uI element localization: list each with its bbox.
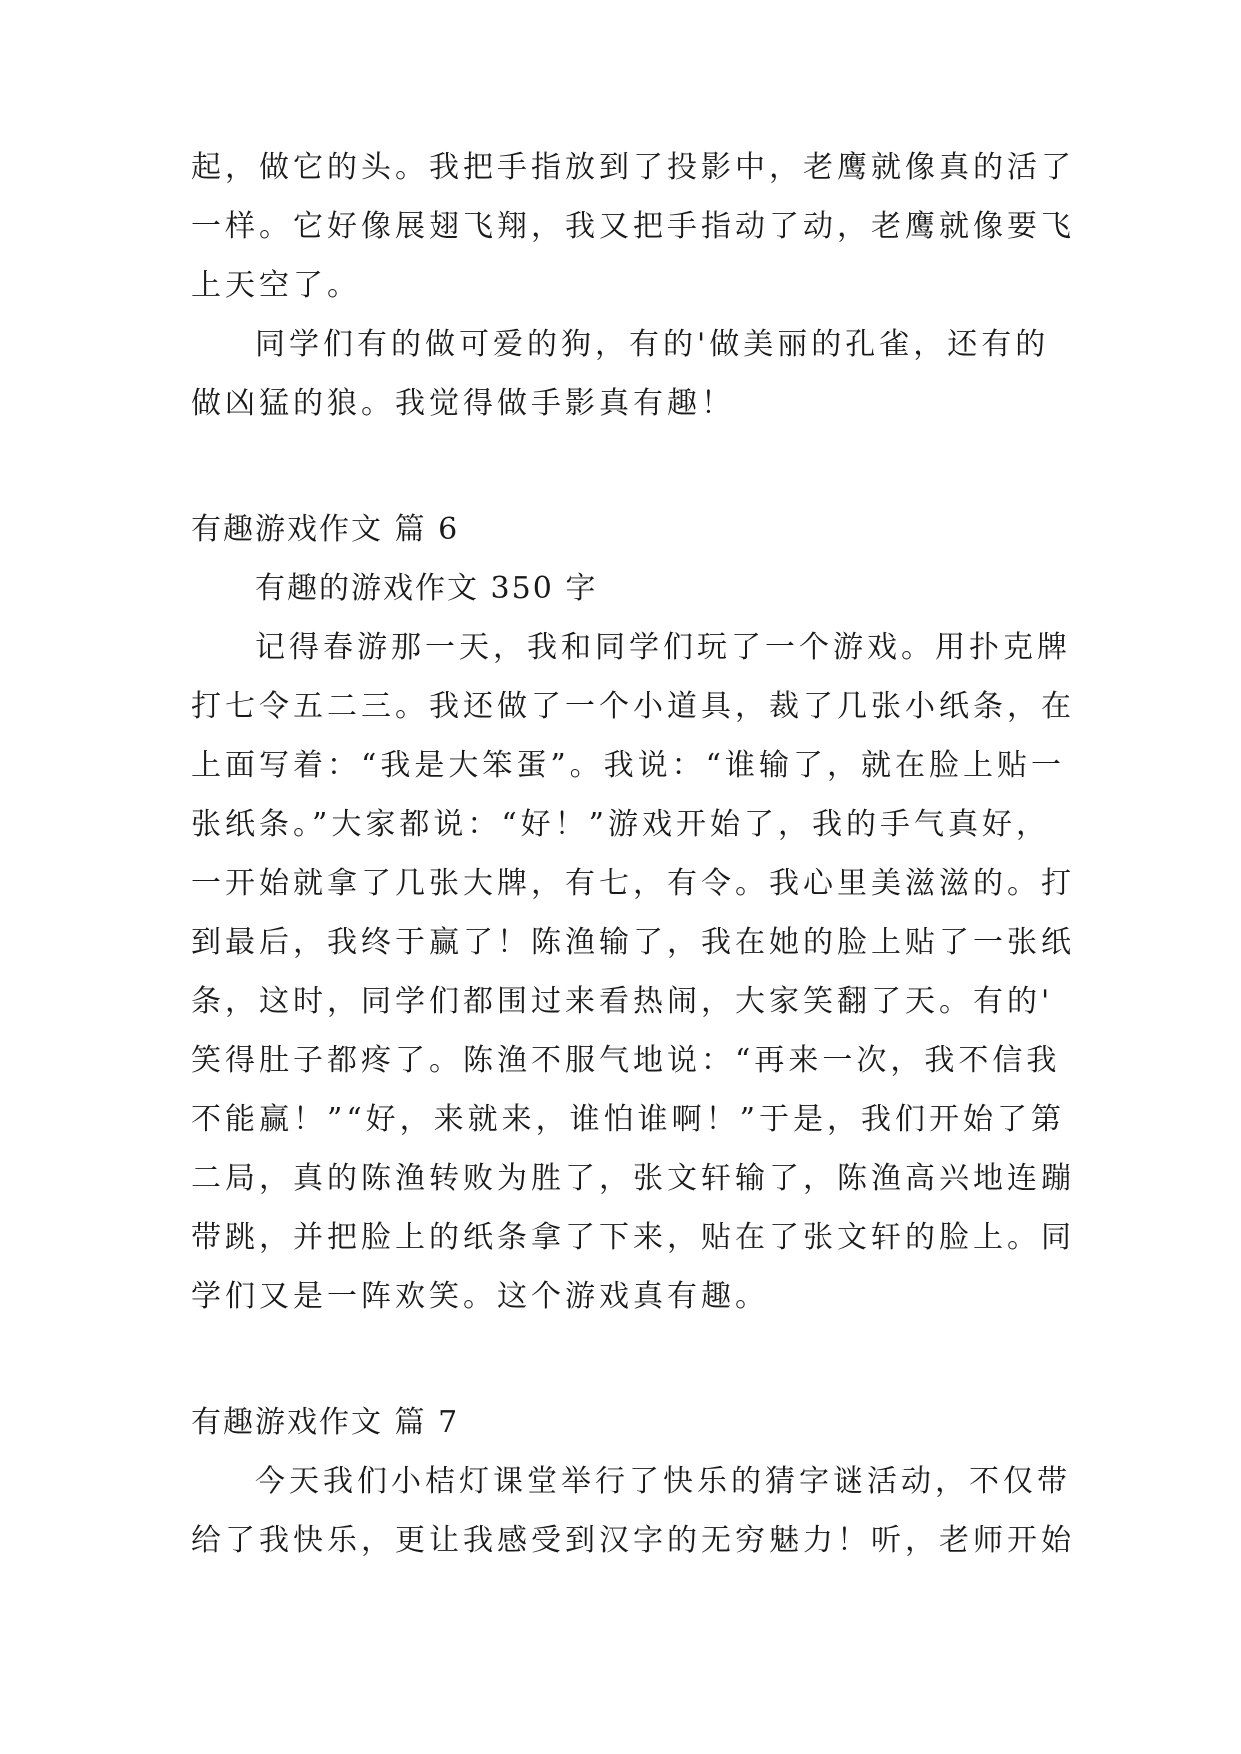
paragraph-line: 给了我快乐，更让我感受到汉字的无穷魅力！听，老师开始	[191, 1523, 1075, 1558]
section-heading: 有趣游戏作文 篇 7	[191, 1405, 460, 1440]
paragraph-line: 打七令五二三。我还做了一个小道具，裁了几张小纸条，在	[191, 689, 1075, 724]
paragraph-line: 一开始就拿了几张大牌，有七，有令。我心里美滋滋的。打	[191, 866, 1075, 901]
paragraph-line: 张纸条。”大家都说：“好！”游戏开始了，我的手气真好，	[191, 807, 1051, 842]
paragraph-line: 起，做它的头。我把手指放到了投影中，老鹰就像真的活了	[191, 150, 1075, 185]
paragraph-line: 到最后，我终于赢了！陈渔输了，我在她的脸上贴了一张纸	[191, 925, 1075, 960]
section-heading: 有趣游戏作文 篇 6	[191, 512, 460, 547]
paragraph-line: 带跳，并把脸上的纸条拿了下来，贴在了张文轩的脸上。同	[191, 1220, 1075, 1255]
article-title: 有趣的游戏作文 350 字	[255, 571, 598, 606]
paragraph-line: 条，这时，同学们都围过来看热闹，大家笑翻了天。有的'	[191, 984, 1054, 1019]
paragraph-line: 学们又是一阵欢笑。这个游戏真有趣。	[191, 1279, 769, 1314]
paragraph-line: 记得春游那一天，我和同学们玩了一个游戏。用扑克牌	[255, 630, 1071, 665]
paragraph-line: 上天空了。	[191, 268, 361, 303]
paragraph-line: 上面写着：“我是大笨蛋”。我说：“谁输了，就在脸上贴一	[191, 748, 1066, 783]
paragraph-line: 同学们有的做可爱的狗，有的'做美丽的孔雀，还有的	[255, 327, 1050, 362]
paragraph-line: 笑得肚子都疼了。陈渔不服气地说：“再来一次，我不信我	[191, 1043, 1061, 1078]
paragraph-line: 不能赢！”“好，来就来，谁怕谁啊！”于是，我们开始了第	[191, 1102, 1066, 1137]
paragraph-line: 二局，真的陈渔转败为胜了，张文轩输了，陈渔高兴地连蹦	[191, 1161, 1075, 1196]
paragraph-line: 做凶猛的狼。我觉得做手影真有趣！	[191, 386, 735, 421]
paragraph-line: 今天我们小桔灯课堂举行了快乐的猜字谜活动，不仅带	[255, 1464, 1071, 1499]
paragraph-line: 一样。它好像展翅飞翔，我又把手指动了动，老鹰就像要飞	[191, 209, 1075, 244]
